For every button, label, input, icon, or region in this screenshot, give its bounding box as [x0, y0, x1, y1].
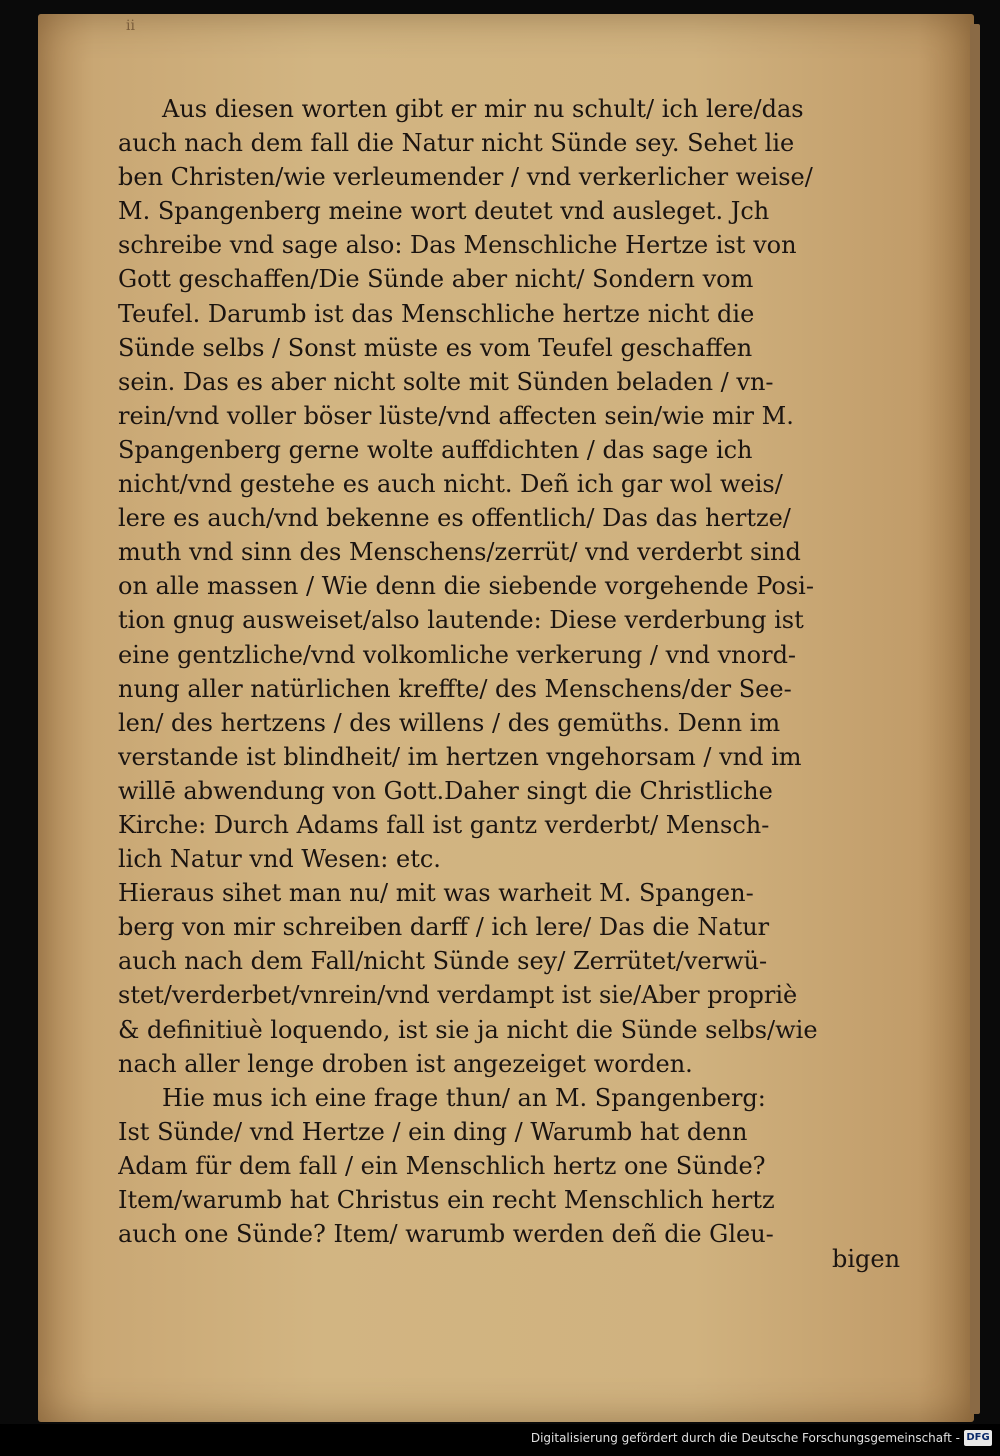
- text-line: rein/vnd voller böser lüste/vnd affecten sein/wie mir M.: [118, 401, 794, 430]
- text-line: eine gentzliche/vnd volkomliche verkerung / vnd vnord-: [118, 640, 797, 669]
- text-line: berg von mir schreiben darff / ich lere/ Das die Natur: [118, 913, 770, 942]
- text-line: Sünde selbs / Sonst müste es vom Teufel geschaffen: [118, 333, 753, 362]
- text-line: & definitiuè loquendo, ist sie ja nicht die Sünde selbs/wie: [118, 1015, 818, 1044]
- text-line: nicht/vnd gestehe es auch nicht. Deñ ich gar wol weis/: [118, 470, 783, 499]
- text-line: verstande ist blindheit/ im hertzen vngehorsam / vnd im: [118, 742, 802, 771]
- body-text: [118, 92, 918, 1251]
- text-line: Ist Sünde/ vnd Hertze / ein ding / Warumb hat denn: [118, 1117, 748, 1146]
- text-line: nach aller lenge droben ist angezeiget worden.: [118, 1049, 693, 1078]
- text-line: auch nach dem fall die Natur nicht Sünde sey. Sehet lie: [118, 129, 795, 158]
- page-number: ii: [126, 18, 135, 34]
- text-line: lere es auch/vnd bekenne es offentlich/ Das das hertze/: [118, 504, 791, 533]
- text-line: Kirche: Durch Adams fall ist gantz verderbt/ Mensch-: [118, 810, 770, 839]
- text-line: willē abwendung von Gott.Daher singt die Christliche: [118, 776, 773, 805]
- text-line: schreibe vnd sage also: Das Menschliche Hertze ist von: [118, 231, 797, 260]
- page-edge: [970, 24, 980, 1414]
- text-line: sein. Das es aber nicht solte mit Sünden beladen / vn-: [118, 367, 774, 396]
- footer-credit: Digitalisierung gefördert durch die Deutsche Forschungsgemeinschaft -: [530, 1431, 960, 1445]
- text-line: Hieraus sihet man nu/ mit was warheit M. Spangen-: [118, 879, 754, 908]
- text-line: len/ des hertzens / des willens / des gemüths. Denn im: [118, 708, 781, 737]
- text-line: Adam für dem fall / ein Menschlich hertz one Sünde?: [118, 1151, 766, 1180]
- text-line: Item/warumb hat Christus ein recht Menschlich hertz: [118, 1186, 775, 1214]
- text-line: tion gnug ausweiset/also lautende: Diese verderbung ist: [118, 606, 804, 635]
- text-line: M. Spangenberg meine wort deutet vnd ausleget. Jch: [118, 197, 770, 226]
- text-line: muth vnd sinn des Menschens/zerrüt/ vnd verderbt sind: [118, 538, 801, 567]
- text-line: on alle massen / Wie denn die siebende vorgehende Posi-: [118, 572, 814, 601]
- text-line: auch one Sünde? Item/ warumb werden deñ die Gleu-: [118, 1220, 774, 1249]
- text-line: Gott geschaffen/Die Sünde aber nicht/ Sondern vom: [118, 265, 754, 294]
- footer-bar: [0, 1424, 1000, 1456]
- text-line: Aus diesen worten gibt er mir nu schult/ ich lere/das: [162, 95, 804, 123]
- text-line: Teufel. Darumb ist das Menschliche hertze nicht die: [118, 299, 755, 328]
- text-line: lich Natur vnd Wesen: etc.: [118, 845, 441, 874]
- text-line: ben Christen/wie verleumender / vnd verkerlicher weise/: [118, 163, 813, 192]
- text-line: auch nach dem Fall/nicht Sünde sey/ Zerrütet/verwü-: [118, 947, 768, 976]
- dfg-logo-icon: DFG: [964, 1430, 992, 1446]
- text-line: Spangenberg gerne wolte auffdichten / das sage ich: [118, 435, 753, 464]
- text-line: Hie mus ich eine frage thun/ an M. Spangenberg:: [162, 1083, 766, 1112]
- catchword: bigen: [832, 1245, 901, 1273]
- text-line: nung aller natürlichen kreffte/ des Menschens/der See-: [118, 674, 792, 703]
- text-line: stet/verderbet/vnrein/vnd verdampt ist sie/Aber propriè: [118, 981, 798, 1010]
